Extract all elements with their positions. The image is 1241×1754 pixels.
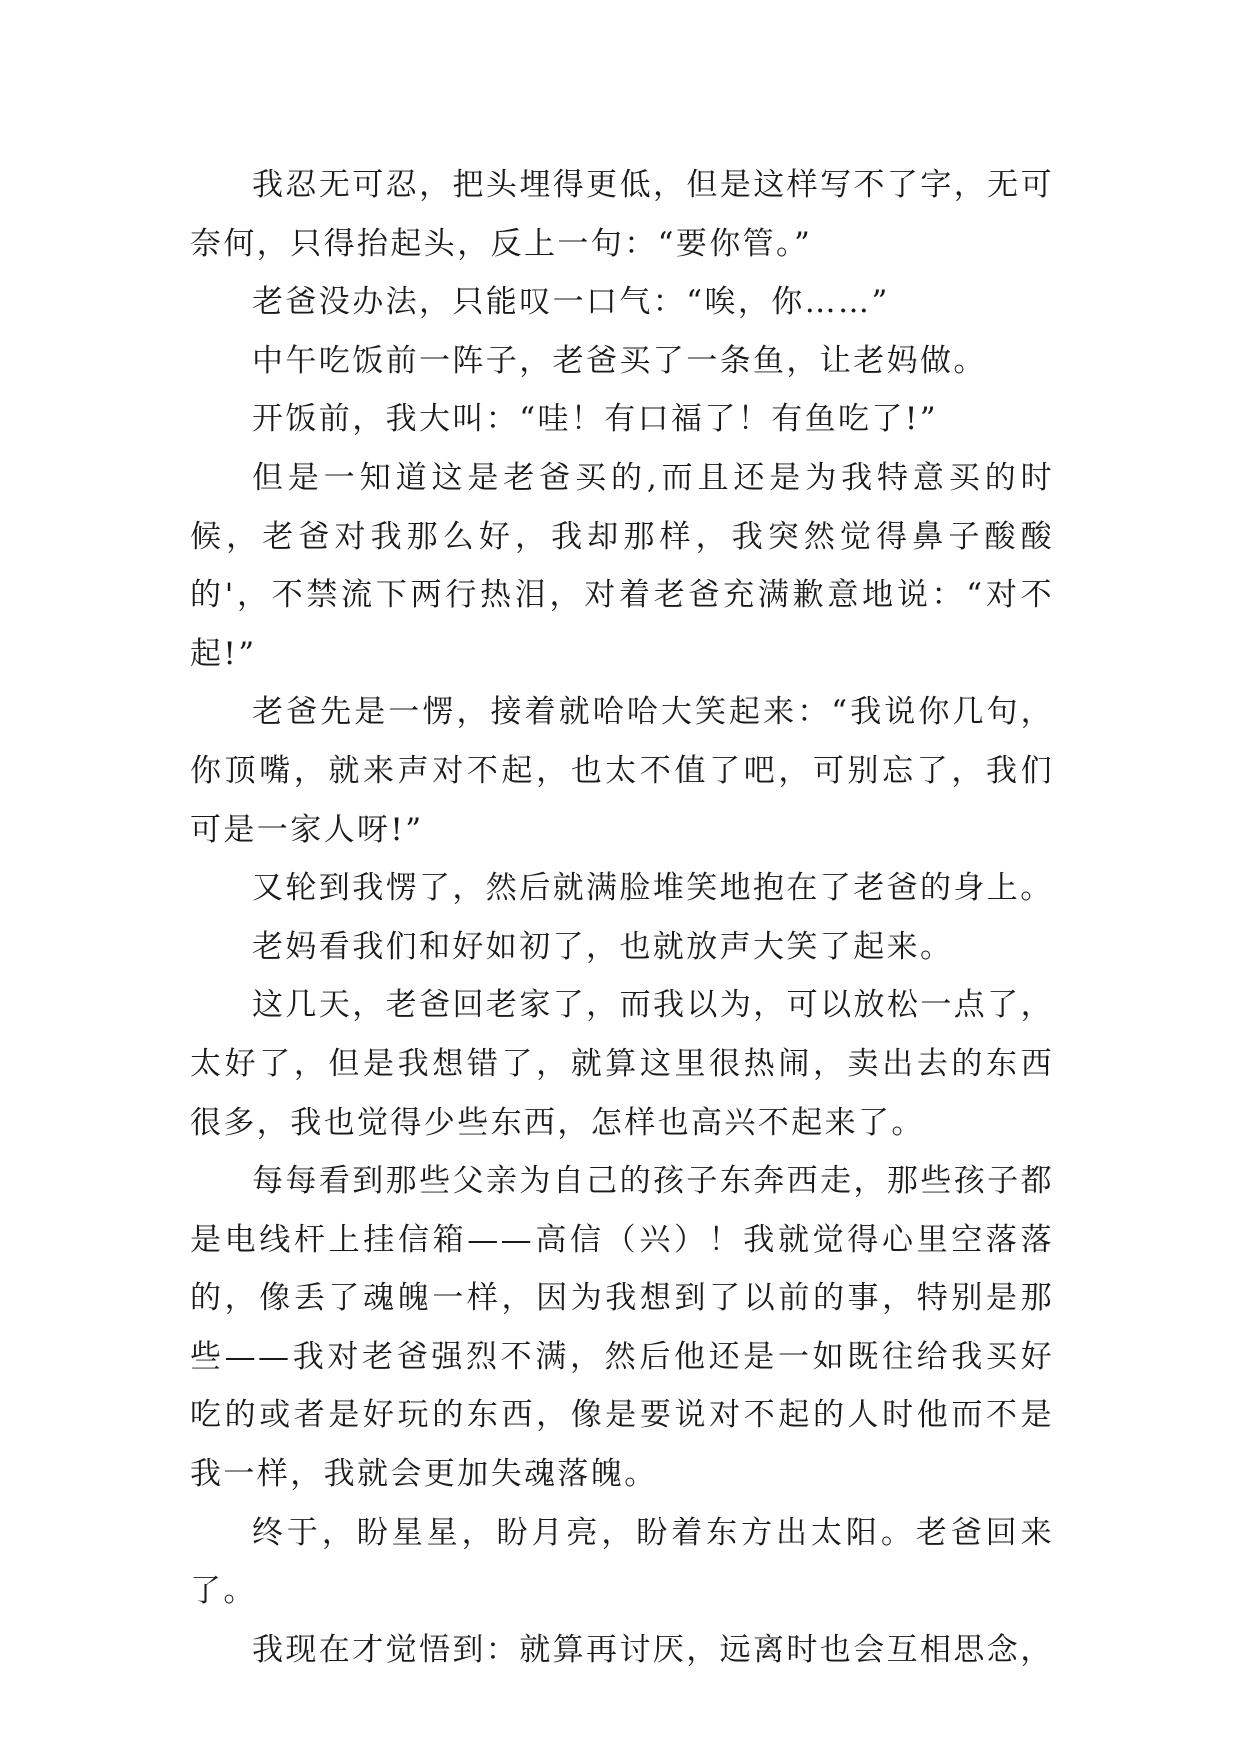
paragraph-8: 老妈看我们和好如初了，也就放声大笑了起来。 — [252, 928, 954, 965]
paragraph-7: 又轮到我愣了，然后就满脸堆笑地抱在了老爸的身上。 — [252, 870, 1054, 907]
essay-body — [190, 156, 1054, 1679]
paragraph-10: 每每看到那些父亲为自己的孩子东奔西走，那些孩子都是电线杆上挂信箱——高信（兴）！我就觉得心里空落落的，像丢了魂魄一样，因为我想到了以前的事，特别是那些——我对老爸强烈不满，然后他还是一如既往给我买好吃的或者是好玩的东西，像是要说对不起的人时他而不是我一样，我就会更加失魂落魄。 — [190, 1163, 1054, 1493]
paragraph-2: 老爸没办法，只能叹一口气：“唉，你……” — [252, 284, 890, 321]
paragraph-1: 我忍无可忍，把头埋得更低，但是这样写不了字，无可奈何，只得抬起头，反上一句：“要你管。” — [190, 167, 1054, 262]
paragraph-9: 这几天，老爸回老家了，而我以为，可以放松一点了，太好了，但是我想错了，就算这里很热闹，卖出去的东西很多，我也觉得少些东西，怎样也高兴不起来了。 — [190, 987, 1054, 1141]
paragraph-11: 终于，盼星星，盼月亮，盼着东方出太阳。老爸回来了。 — [190, 1514, 1054, 1610]
paragraph-3: 中午吃饭前一阵子，老爸买了一条鱼，让老妈做。 — [252, 342, 987, 379]
paragraph-12: 我现在才觉悟到：就算再讨厌，远离时也会互相思念， — [252, 1631, 1054, 1668]
paragraph-6: 老爸先是一愣，接着就哈哈大笑起来：“我说你几句，你顶嘴，就来声对不起，也太不值了吧，可别忘了，我们可是一家人呀!” — [190, 694, 1054, 848]
paragraph-4: 开饭前，我大叫：“哇！有口福了！有鱼吃了!” — [252, 401, 938, 438]
paragraph-5: 但是一知道这是老爸买的,而且还是为我特意买的时候，老爸对我那么好，我却那样，我突然觉得鼻子酸酸的'，不禁流下两行热泪，对着老爸充满歉意地说：“对不起!” — [190, 459, 1054, 672]
